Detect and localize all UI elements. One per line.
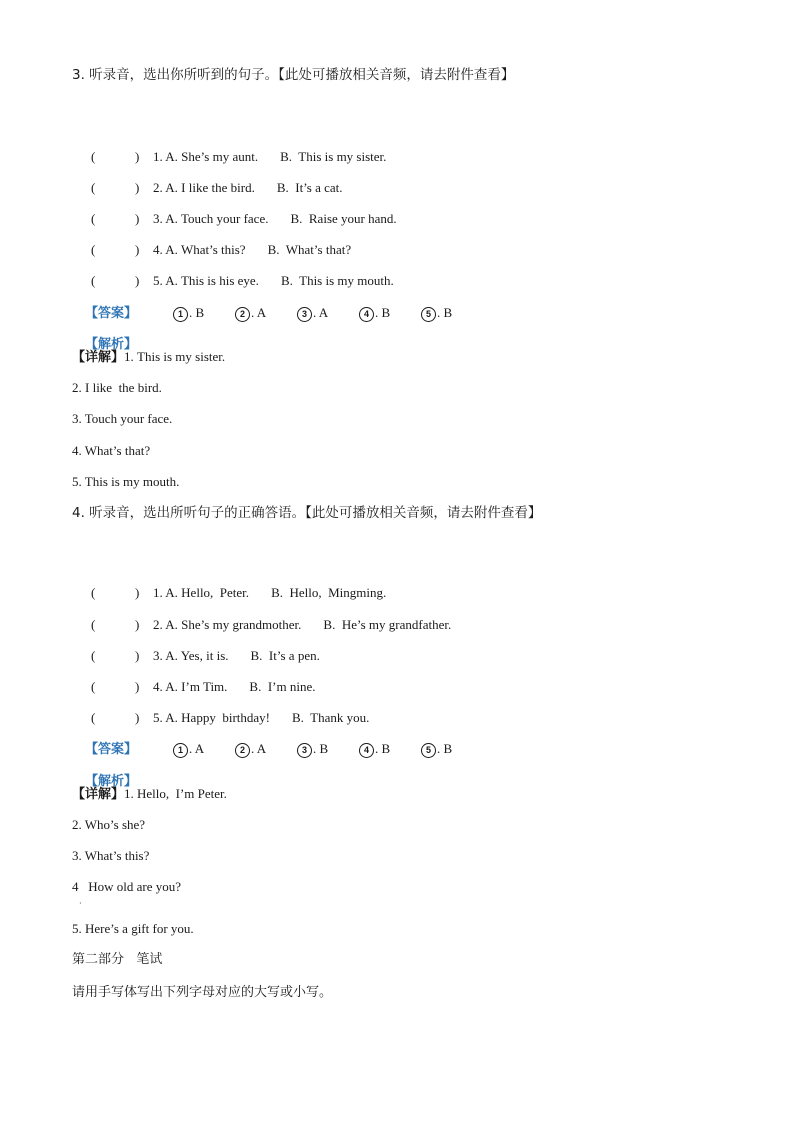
item-number: 1. A. (153, 585, 178, 600)
answer-value: . A (251, 741, 267, 756)
question-3-heading: 3. 听录音，选出你所听到的句子。【此处可播放相关音频，请去附件查看】 (72, 67, 515, 83)
answer-blank-open: ( (91, 149, 96, 164)
option-b: B. I’m nine. (249, 679, 316, 694)
answer-blank-close: ) (135, 648, 140, 663)
option-a: Yes, it is. (180, 648, 229, 663)
answer-tag: 【答案】 (85, 306, 138, 321)
answer-value: . A (189, 741, 205, 756)
answer-blank-open: ( (91, 211, 96, 226)
answer-value: . B (375, 305, 391, 320)
answer-blank-open: ( (91, 242, 96, 257)
q3-detail-1 (72, 348, 225, 367)
item-number: 2. A. (153, 617, 178, 632)
analysis-tag: 【解析】 (85, 337, 138, 352)
answer-item (235, 304, 297, 322)
circled-number-icon: 4 (359, 307, 374, 322)
answer-blank-open: ( (91, 273, 96, 288)
item-number: 3. A. (153, 648, 178, 663)
answer-item (359, 740, 421, 758)
answer-item (235, 740, 297, 758)
answer-blank-open: ( (91, 585, 96, 600)
q4-detail-3: 3. What’s this? (72, 848, 150, 863)
answer-blank-open: ( (91, 180, 96, 195)
answer-item (297, 740, 359, 758)
item-number: 3. A. (153, 211, 178, 226)
part-2-title: 第二部分 笔试 (72, 952, 163, 967)
detail-tag: 【详解】 (72, 787, 125, 802)
q3-detail-5: 5. This is my mouth. (72, 474, 180, 489)
option-b: B. Hello, Mingming. (271, 585, 387, 600)
item-number: 1. A. (153, 149, 178, 164)
q4-detail-5: 5. Here’s a gift for you. (72, 921, 194, 936)
question-4-heading: 4. 听录音，选出所听句子的正确答语。【此处可播放相关音频，请去附件查看】 (72, 505, 542, 521)
answer-blank-close: ) (135, 273, 140, 288)
answer-tag: 【答案】 (85, 742, 138, 757)
circled-number-icon: 1 (173, 743, 188, 758)
answer-value: . B (189, 305, 205, 320)
q4-detail-1 (72, 785, 227, 804)
option-a: She’s my grandmother. (181, 617, 302, 632)
option-a: What’s this? (180, 242, 246, 257)
item-number: 4. A. (153, 679, 178, 694)
answer-list (173, 740, 483, 758)
q3-detail-3: 3. Touch your face. (72, 411, 173, 426)
answer-item (173, 304, 235, 322)
circled-number-icon: 2 (235, 307, 250, 322)
detail-tag: 【详解】 (72, 350, 125, 365)
option-b: B. Thank you. (291, 710, 370, 725)
answer-value: . A (251, 305, 267, 320)
answer-blank-open: ( (91, 617, 96, 632)
answer-blank-close: ) (135, 242, 140, 257)
option-a: I’m Tim. (181, 679, 228, 694)
option-a: Happy birthday! (181, 710, 270, 725)
answer-item (297, 304, 359, 322)
option-a: Touch your face. (180, 211, 269, 226)
item-number: 2. A. (153, 180, 178, 195)
part-2-instruction: 请用手写体写出下列字母对应的大写或小写。 (72, 985, 333, 1000)
circled-number-icon: 3 (297, 743, 312, 758)
answer-blank-close: ) (135, 679, 140, 694)
answer-value: . B (437, 305, 453, 320)
answer-blank-open: ( (91, 679, 96, 694)
option-b: B. This is my mouth. (280, 273, 394, 288)
circled-number-icon: 1 (173, 307, 188, 322)
answer-blank-close: ) (135, 585, 140, 600)
option-b: B. Raise your hand. (290, 211, 397, 226)
item-number: 5. A. (153, 710, 178, 725)
q3-detail-4: 4. What’s that? (72, 443, 151, 458)
answer-blank-close: ) (135, 180, 140, 195)
option-b: B. This is my sister. (280, 149, 387, 164)
answer-blank-close: ) (135, 211, 140, 226)
option-a: She’s my aunt. (181, 149, 259, 164)
option-b: B. He’s my grandfather. (323, 617, 452, 632)
answer-item (421, 740, 483, 758)
q4-detail-2: 2. Who’s she? (72, 817, 146, 832)
circled-number-icon: 5 (421, 743, 436, 758)
answer-value: . B (375, 741, 391, 756)
circled-number-icon: 2 (235, 743, 250, 758)
answer-blank-close: ) (135, 617, 140, 632)
option-b: B. It’s a cat. (276, 180, 343, 195)
item-number: 5. A. (153, 273, 178, 288)
answer-item (173, 740, 235, 758)
answer-list (173, 304, 483, 322)
answer-blank-open: ( (91, 710, 96, 725)
circled-number-icon: 4 (359, 743, 374, 758)
item-number: 4. A. (153, 242, 178, 257)
answer-item (421, 304, 483, 322)
option-a: Hello, Peter. (181, 585, 250, 600)
circled-number-icon: 5 (421, 307, 436, 322)
answer-value: . B (313, 741, 329, 756)
answer-value: . B (437, 741, 453, 756)
option-b: B. It’s a pen. (250, 648, 320, 663)
analysis-tag: 【解析】 (85, 774, 138, 789)
stray-dot: · (79, 899, 82, 908)
answer-item (359, 304, 421, 322)
circled-number-icon: 3 (297, 307, 312, 322)
answer-blank-close: ) (135, 149, 140, 164)
answer-blank-open: ( (91, 648, 96, 663)
option-a: This is his eye. (180, 273, 259, 288)
answer-blank-close: ) (135, 710, 140, 725)
q3-detail-2: 2. I like the bird. (72, 380, 162, 395)
detail-text: 1. Hello, I’m Peter. (124, 786, 227, 801)
option-a: I like the bird. (181, 180, 255, 195)
q4-detail-4: 4 How old are you? (72, 879, 182, 894)
detail-text: 1. This is my sister. (124, 349, 226, 364)
answer-value: . A (313, 305, 329, 320)
option-b: B. What’s that? (267, 242, 352, 257)
